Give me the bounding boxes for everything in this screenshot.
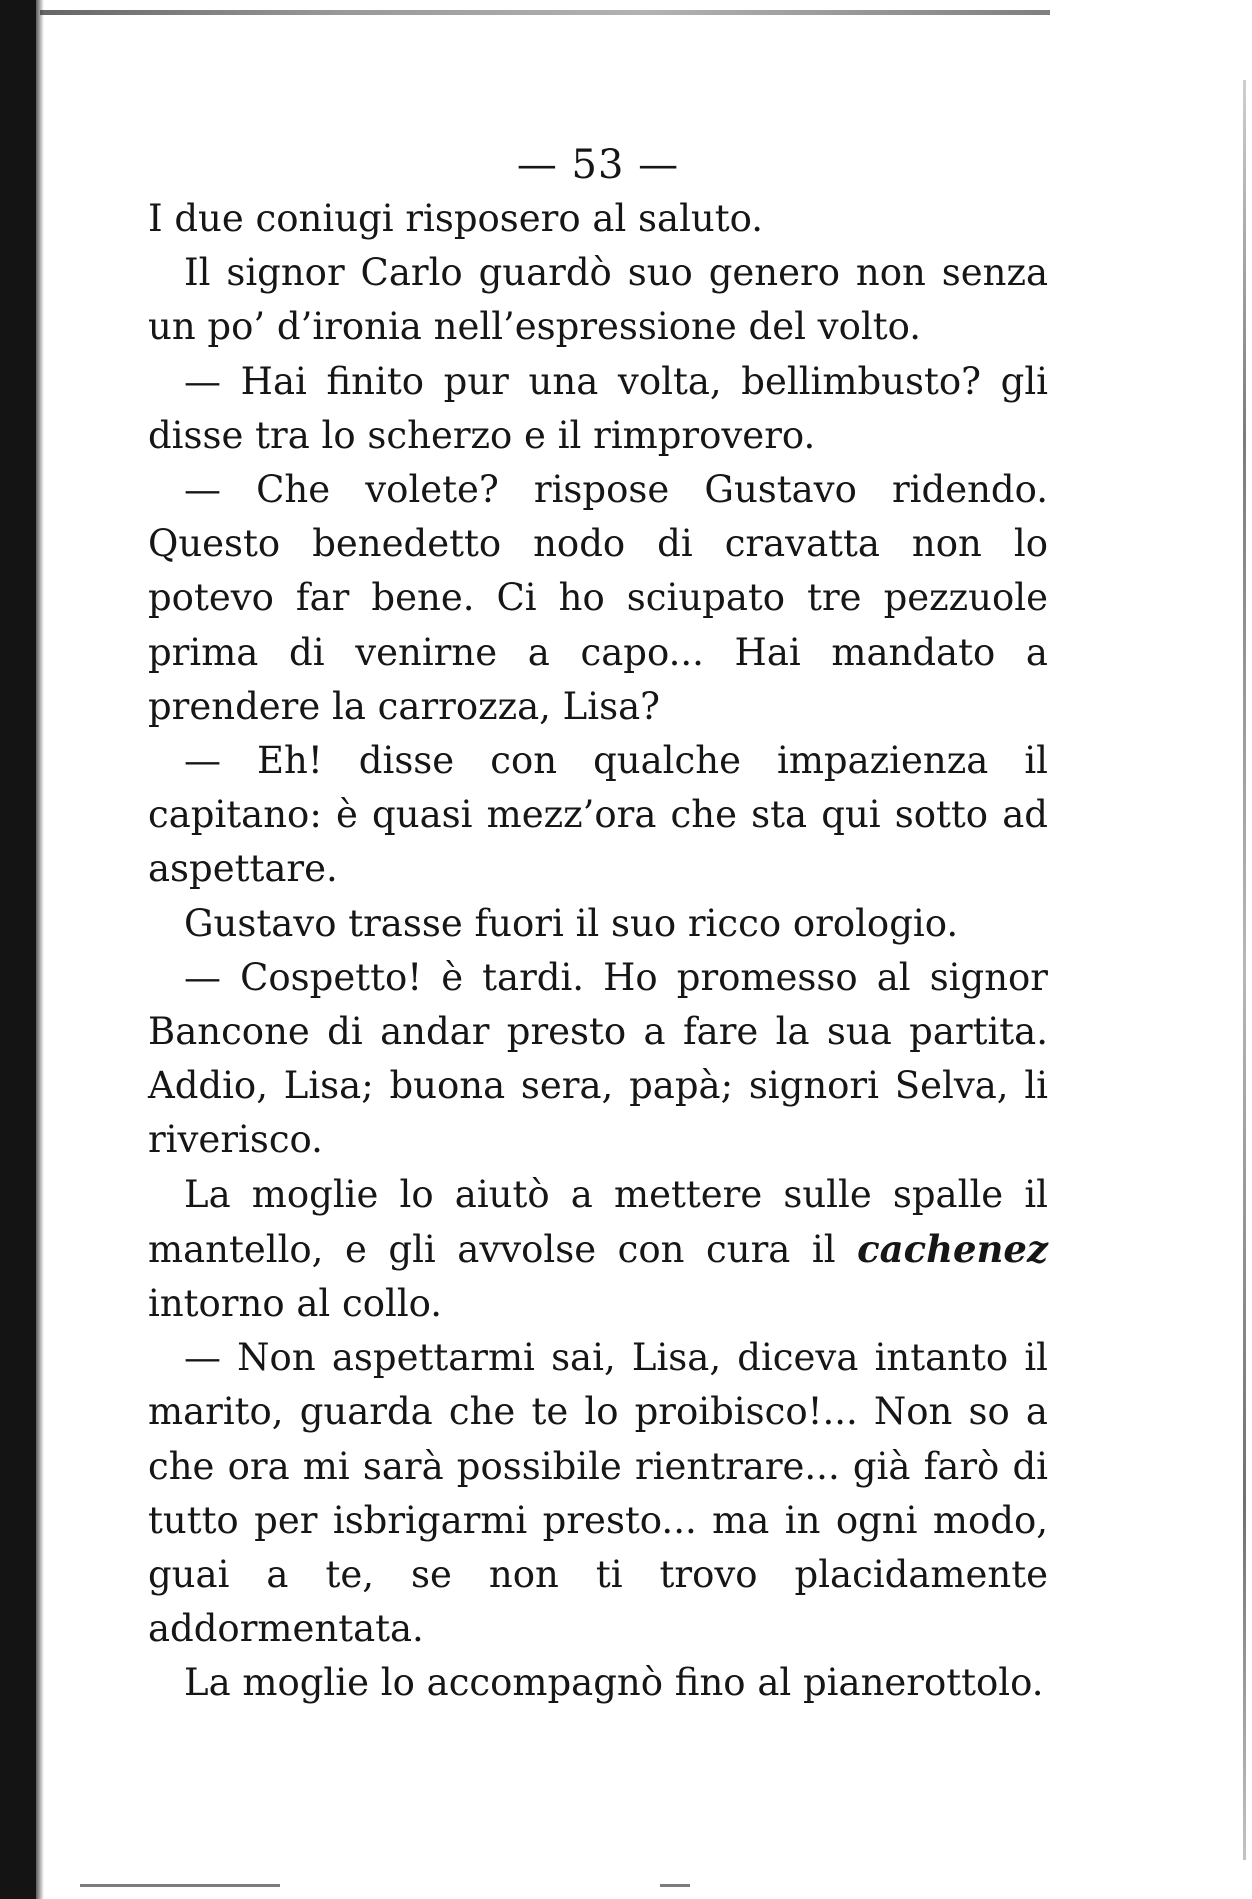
paragraph-9: — Non aspettarmi sai, Lisa, diceva intanto il marito, guarda che te lo proibisco!... Non so a che ora mi sarà possibile rientrare... già farò di tutto per isbrigarmi presto... ma in ogni modo, guai a te, se non ti trovo placidamente addormentata. xyxy=(148,1336,1048,1651)
paragraph-8-after: intorno al collo. xyxy=(148,1282,443,1326)
scan-bottom-mark-right xyxy=(660,1884,690,1887)
paragraph-8-before: La moglie lo aiutò a mettere sulle spalle il mantello, e gli avvolse con cura il xyxy=(148,1172,1048,1271)
binding-gradient xyxy=(36,0,44,1899)
scan-top-edge xyxy=(40,10,1050,15)
paragraph-7: — Cospetto! è tardi. Ho promesso al signor Bancone di andar presto a fare la sua partita. Addio, Lisa; buona sera, papà; signori Selva, li riverisco. xyxy=(148,955,1048,1162)
paragraph-8-emphasis: cachenez xyxy=(857,1226,1048,1271)
paragraph-8 xyxy=(148,1168,1048,1332)
binding-shadow xyxy=(0,0,36,1899)
paragraph-5: — Eh! disse con qualche impazienza il capitano: è quasi mezz’ora che sta qui sotto ad aspettare. xyxy=(148,739,1048,891)
paragraph-2: Il signor Carlo guardò suo genero non senza un po’ d’ironia nell’espressione del volto. xyxy=(148,251,1048,349)
page-number: — 53 — xyxy=(516,142,680,188)
paragraph-1: I due coniugi risposero al saluto. xyxy=(148,197,764,240)
paragraph-4: — Che volete? rispose Gustavo ridendo. Questo benedetto nodo di cravatta non lo potevo far bene. Ci ho sciupato tre pezzuole prima di venirne a capo... Hai mandato a prendere la carrozza, Lisa? xyxy=(148,468,1048,728)
scan-bottom-mark-left xyxy=(80,1884,280,1887)
scan-right-edge xyxy=(1243,80,1246,1860)
paragraph-3: — Hai finito pur una volta, bellimbusto? gli disse tra lo scherzo e il rimprovero. xyxy=(148,359,1048,457)
paragraph-10: La moglie lo accompagnò fino al pianerottolo. xyxy=(184,1661,1044,1705)
text-block xyxy=(148,140,1048,1711)
paragraph-6: Gustavo trasse fuori il suo ricco orologio. xyxy=(184,901,959,945)
